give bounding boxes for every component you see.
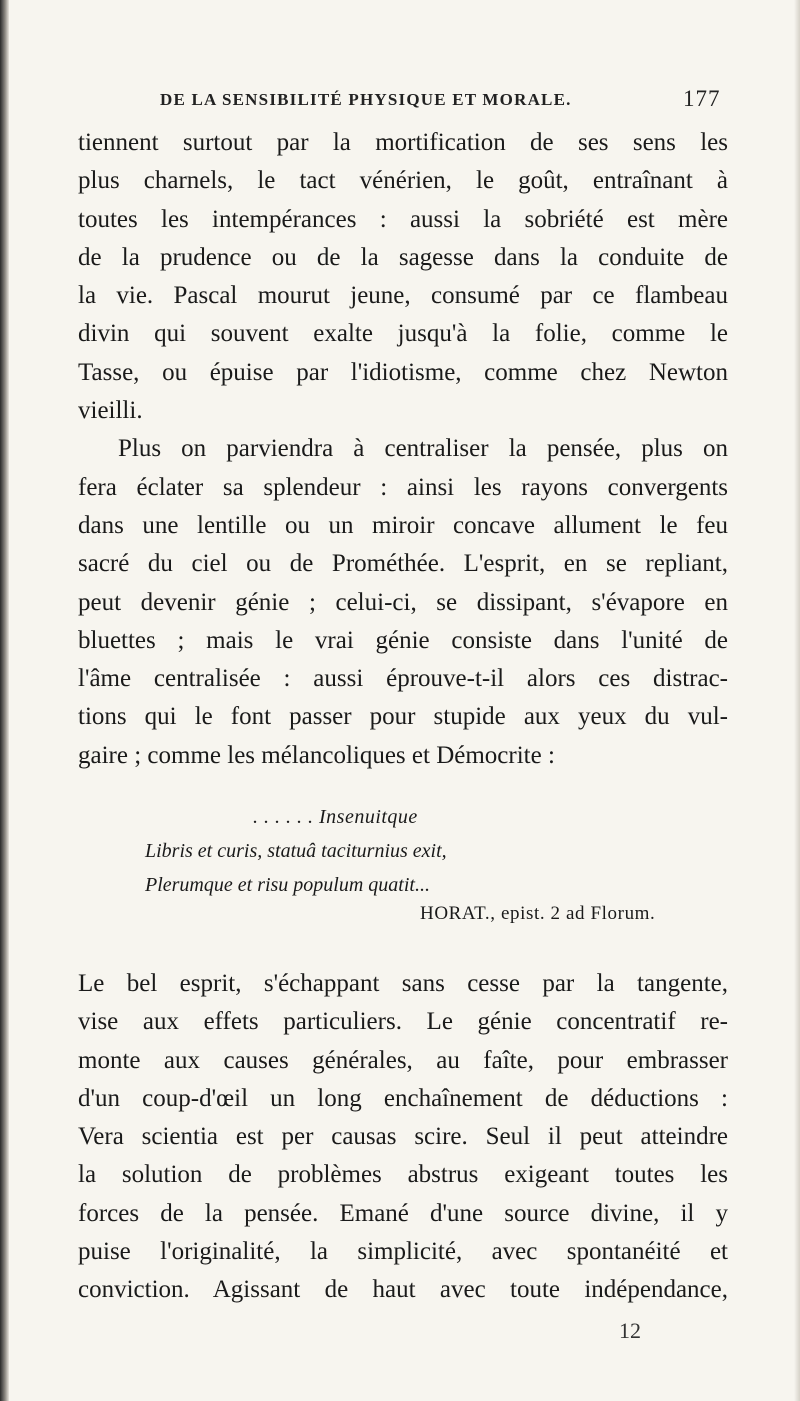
text-line: toutes les intempérances : aussi la sobriété est mère	[78, 205, 728, 233]
page-edge	[794, 0, 800, 1401]
text-line: vieilli.	[78, 397, 143, 425]
page-header	[0, 86, 800, 118]
text-line: Le bel esprit, s'échappant sans cesse par la tangente,	[78, 970, 728, 997]
text-line: gaire ; comme les mélancoliques et Démocrite :	[78, 741, 555, 769]
text-line: tions qui le font passer pour stupide aux yeux du vul-	[78, 703, 728, 731]
text-line: divin qui souvent exalte jusqu'à la folie, comme le	[78, 320, 728, 348]
running-head: DE LA SENSIBILITÉ PHYSIQUE ET MORALE.	[160, 90, 572, 109]
text-line: la solution de problèmes abstrus exigeant toutes les	[78, 1161, 728, 1189]
text-line: puise l'originalité, la simplicité, avec spontanéité et	[78, 1238, 728, 1266]
text-line: plus charnels, le tact vénérien, le goût, entraînant à	[78, 167, 728, 195]
quote-line: . . . . . . Insenuitque	[253, 806, 418, 828]
text-line: d'un coup-d'œil un long enchaînement de déductions :	[78, 1084, 728, 1112]
text-line: de la prudence ou de la sagesse dans la conduite de	[78, 243, 728, 271]
body-text-upper	[78, 124, 728, 775]
text-line: sacré du ciel ou de Prométhée. L'esprit, en se repliant,	[78, 550, 728, 578]
quote-line: Libris et curis, statuâ taciturnius exit,	[145, 840, 447, 862]
text-line: Tasse, ou épuise par l'idiotisme, comme chez Newton	[78, 358, 728, 386]
quote-line: Plerumque et risu populum quatit...	[145, 874, 430, 896]
text-line: peut devenir génie ; celui-ci, se dissipant, s'évapore en	[78, 588, 728, 616]
text-line: Plus on parviendra à centraliser la pensée, plus on	[118, 435, 728, 463]
text-line: dans une lentille ou un miroir concave allument le feu	[78, 511, 728, 539]
signature-mark: 12	[619, 1318, 641, 1343]
text-line: l'âme centralisée : aussi éprouve-t-il alors ces distrac-	[78, 665, 728, 693]
text-line: forces de la pensée. Emané d'une source divine, il y	[78, 1199, 728, 1227]
text-line: vise aux effets particuliers. Le génie concentratif re-	[78, 1008, 728, 1036]
page-spine-shadow	[0, 0, 9, 1401]
latin-quotation	[145, 800, 705, 902]
text-line: monte aux causes générales, au faîte, pour embrasser	[78, 1046, 728, 1074]
text-line: la vie. Pascal mourut jeune, consumé par ce flambeau	[78, 282, 728, 310]
text-line: fera éclater sa splendeur : ainsi les rayons convergents	[78, 473, 728, 501]
text-line: Vera scientia est per causas scire. Seul il peut atteindre	[78, 1123, 728, 1151]
text-line: conviction. Agissant de haut avec toute indépendance,	[78, 1276, 728, 1304]
body-text-lower	[78, 965, 728, 1310]
page-number: 177	[683, 86, 721, 111]
text-line: bluettes ; mais le vrai génie consiste dans l'unité de	[78, 626, 728, 654]
quote-source: HORAT., epist. 2 ad Florum.	[420, 903, 656, 924]
text-line: tiennent surtout par la mortification de ses sens les	[78, 129, 728, 156]
